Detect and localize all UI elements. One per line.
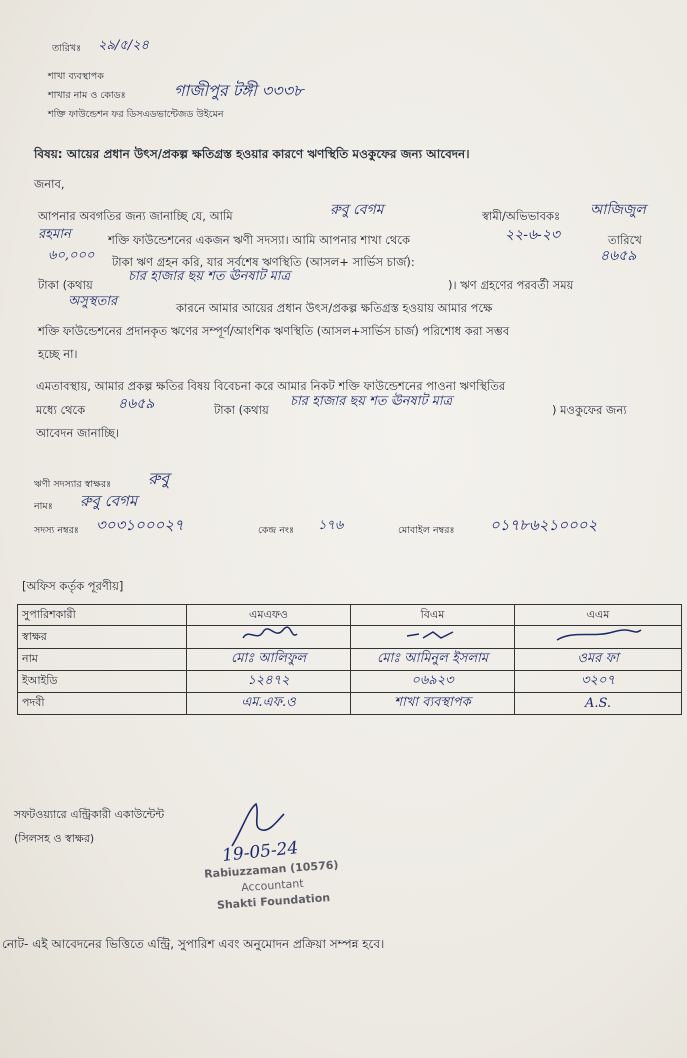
mobile-label: মোবাইল নম্বরঃ — [398, 525, 455, 536]
p2-text5: আবেদন জানাচ্ছি। — [36, 426, 120, 440]
guardian-name-2: রহমান — [38, 227, 71, 242]
salutation: জনাব, — [34, 177, 65, 191]
p1-text4: তারিখে — [608, 233, 642, 247]
table-cell: ০৬৯২৩ — [351, 671, 515, 693]
table-cell-label: পদবী — [18, 693, 187, 715]
waiver-amount: ৪৬৫৯ — [118, 396, 155, 412]
p2-text1: এমতাবস্থায়, আমার প্রকল্প ক্ষতির বিষয় বিবেচনা করে আমার নিকট শক্তি ফাউন্ডেশনের পাওনা ঋণস্থিতির — [36, 379, 506, 393]
signature-scribble-icon — [553, 626, 643, 644]
org-name: শক্তি ফাউন্ডেশন ফর ডিসএডভান্টেজড উইমেন — [48, 109, 224, 120]
table-row — [18, 671, 682, 693]
member-no-label: সদস্য নম্বরঃ — [34, 525, 79, 536]
seal-line: Shakti Foundation — [216, 891, 331, 912]
table-header: এমএফও — [187, 605, 351, 626]
p1-text3: শক্তি ফাউন্ডেশনের একজন ঋণী সদস্যা। আমি আপনার শাখা থেকে — [108, 233, 410, 247]
loan-amount: ৬০,০০০ — [48, 248, 95, 263]
subject: বিষয়: আয়ের প্রধান উৎস/প্রকল্প ক্ষতিগ্রস্ত হওয়ার কারণে ঋণস্থিতি মওকুফের জন্য আবেদন। — [34, 147, 470, 161]
table-cell: মোঃ আমিনুল ইসলাম — [351, 649, 515, 671]
table-cell: এম.এফ.ও — [187, 693, 351, 715]
p2-text2: মধ্যে থেকে — [36, 403, 86, 417]
balance-words: চার হাজার ছয় শত ঊনষাট মাত্র — [128, 269, 291, 284]
table-row — [18, 626, 682, 649]
table-header-row — [18, 605, 682, 626]
table-cell: ১২৪৭২ — [187, 671, 351, 693]
table-cell: ৩২০৭ — [515, 671, 682, 693]
center-label: কেন্দ্র নংঃ — [258, 525, 295, 536]
accountant-seal — [186, 856, 360, 932]
table-cell: ওমর ফা — [515, 649, 682, 671]
accountant-label: সফটওয়্যারে এন্ট্রিকারী একাউন্টেন্ট — [14, 808, 165, 821]
loan-date: ২২-৬-২৩ — [505, 227, 560, 243]
recommendation-table — [17, 604, 682, 715]
center-no: ১৭৬ — [318, 518, 344, 533]
accountant-date: 19-05-24 — [221, 838, 300, 866]
mobile-no: ০১৭৮৬২১০০০২ — [490, 516, 598, 534]
signature-scribble-icon — [239, 626, 299, 644]
seal-line: Accountant — [240, 876, 305, 895]
applicant-name: রুবু বেগম — [330, 202, 384, 218]
am-signature — [515, 626, 682, 649]
reason: অসুস্থতার — [68, 294, 118, 309]
p1-text1: আপনার অবগতির জন্য জানাচ্ছি যে, আমি — [38, 209, 233, 223]
table-cell-label: নাম — [18, 649, 187, 671]
p2-text3: টাকা (কথায় — [214, 403, 269, 417]
seal-sign-label: (সিলসহ ও স্বাক্ষর) — [14, 832, 95, 845]
waiver-words: চার হাজার ছয় শত ঊনষাট মাত্র — [290, 394, 453, 409]
date-label: তারিখঃ — [52, 43, 82, 54]
office-caption: [অফিস কর্তৃক পূরণীয়] — [22, 579, 124, 593]
member-signature: রুবু — [148, 469, 170, 488]
signature-scribble-icon — [403, 626, 463, 644]
member-name-label: নামঃ — [34, 501, 53, 512]
p2-text4: ) মওকুফের জন্য — [552, 403, 627, 417]
date-value: ২৯/৫/২৪ — [98, 38, 149, 53]
footer-note: নোট- এই আবেদনের ভিত্তিতে এন্ট্রি, সুপারিশ এবং অনুমোদন প্রক্রিয়া সম্পন্ন হবে। — [2, 937, 385, 951]
p1-text9: শক্তি ফাউন্ডেশনের প্রদানকৃত ঋণের সম্পূর্ণ/আংশিক ঋণস্থিতি (আসল+সার্ভিস চার্জ) পরিশোধ করা সম্ভব — [38, 324, 510, 338]
p1-text7: )। ঋণ গ্রহণের পরবর্তী সময় — [448, 278, 574, 292]
table-header: সুপারিশকারী — [18, 605, 187, 626]
table-cell-label: স্বাক্ষর — [18, 626, 187, 649]
branch-label: শাখার নাম ও কোডঃ — [48, 90, 126, 101]
guardian-name: আজিজুল — [590, 202, 646, 218]
table-row — [18, 693, 682, 715]
table-cell: মোঃ আলিফুল — [187, 649, 351, 671]
member-name: রুবু বেগম — [80, 492, 138, 510]
p1-text2: স্বামী/অভিভাবকঃ — [482, 209, 561, 223]
table-cell-label: ইআইডি — [18, 671, 187, 693]
branch-value: গাজীপুর টঙ্গী ৩৩৩৮ — [174, 81, 304, 100]
p1-text10: হচ্ছে না। — [38, 347, 78, 361]
table-row — [18, 649, 682, 671]
table-header: বিএম — [351, 605, 515, 626]
mfo-signature — [187, 626, 351, 649]
table-cell: A.S. — [515, 693, 682, 715]
seal-line: Rabiuzzaman (10576) — [203, 858, 339, 881]
p1-text6: টাকা (কথায় — [38, 278, 93, 292]
member-no: ৩০৩১০০০২৭ — [96, 516, 184, 534]
table-cell: শাখা ব্যবস্থাপক — [351, 693, 515, 715]
table-header: এএম — [515, 605, 682, 626]
member-sig-label: ঋণী সদস্যার স্বাক্ষরঃ — [34, 479, 112, 490]
branch-manager: শাখা ব্যবস্থাপক — [48, 71, 104, 82]
p1-text5: টাকা ঋণ গ্রহন করি, যার সর্বশেষ ঋণস্থিতি (আসল+ সার্ভিস চার্জ): — [112, 255, 415, 269]
loan-balance: ৪৬৫৯ — [600, 248, 637, 264]
bm-signature — [351, 626, 515, 649]
p1-text8: কারনে আমার আয়ের প্রধান উৎস/প্রকল্প ক্ষতিগ্রস্ত হওয়ায় আমার পক্ষে — [176, 301, 493, 315]
